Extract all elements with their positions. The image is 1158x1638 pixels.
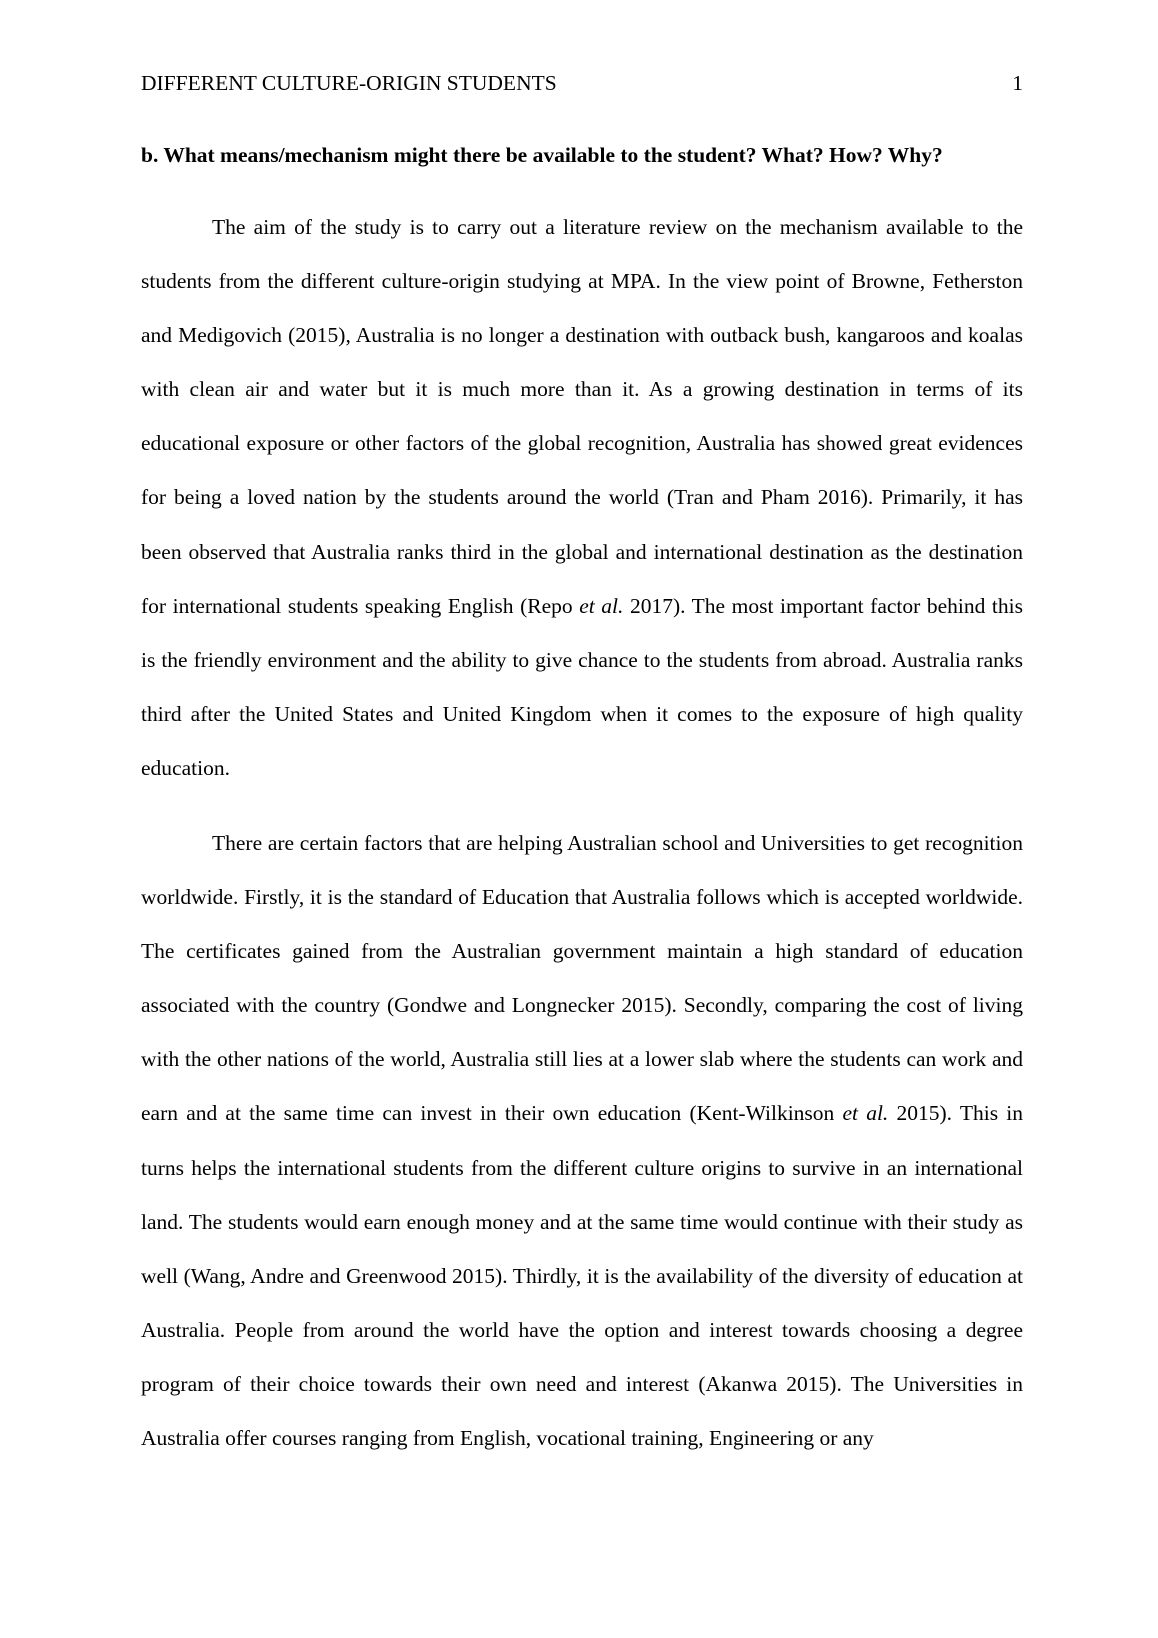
page-number: 1	[1012, 71, 1023, 95]
running-header	[141, 68, 1023, 98]
paragraph-2-text-b: 2015). This in turns helps the international students from the different culture origins to survive in an international land. The students would earn enough money and at the same time would continue with their study as well (Wang, Andre and Greenwood 2015). Thirdly, it is the availability of the diversity of education at Australia. People from around the world have the option and interest towards choosing a degree program of their choice towards their own need and interest (Akanwa 2015). The Universities in Australia offer courses ranging from English, vocational training, Engineering or any	[141, 1101, 1023, 1451]
paragraph-1-text-a: The aim of the study is to carry out a literature review on the mechanism available to the students from the different culture-origin studying at MPA. In the view point of Browne, Fetherston and Medigovich (2015), Australia is no longer a destination with outback bush, kangaroos and koalas with clean air and water but it is much more than it. As a growing destination in terms of its educational exposure or other factors of the global recognition, Australia has showed great evidences for being a loved nation by the students around the world (Tran and Pham 2016). Primarily, it has been observed that Australia ranks third in the global and international destination as the destination for international students speaking English (Repo	[141, 215, 1023, 618]
paragraph-1-et-al: et al.	[579, 593, 624, 618]
body-paragraph-1	[141, 200, 1023, 795]
paragraph-2-et-al: et al.	[842, 1101, 889, 1126]
section-heading: b. What means/mechanism might there be available to the student? What? How? Why?	[141, 143, 943, 167]
paragraph-2-text-a: There are certain factors that are helping Australian school and Universities to get recognition worldwide. Firstly, it is the standard of Education that Australia follows which is accepted worldwide. The certificates gained from the Australian government maintain a high standard of education associated with the country (Gondwe and Longnecker 2015). Secondly, comparing the cost of living with the other nations of the world, Australia still lies at a lower slab where the students can work and earn and at the same time can invest in their own education (Kent-Wilkinson	[141, 831, 1023, 1126]
paragraph-1-text-b: 2017). The most important factor behind this is the friendly environment and the ability to give chance to the students from abroad. Australia ranks third after the United States and United Kingdom when it comes to the exposure of high quality education.	[141, 593, 1023, 780]
body-paragraph-2	[141, 816, 1023, 1465]
running-title: DIFFERENT CULTURE-ORIGIN STUDENTS	[141, 71, 557, 95]
